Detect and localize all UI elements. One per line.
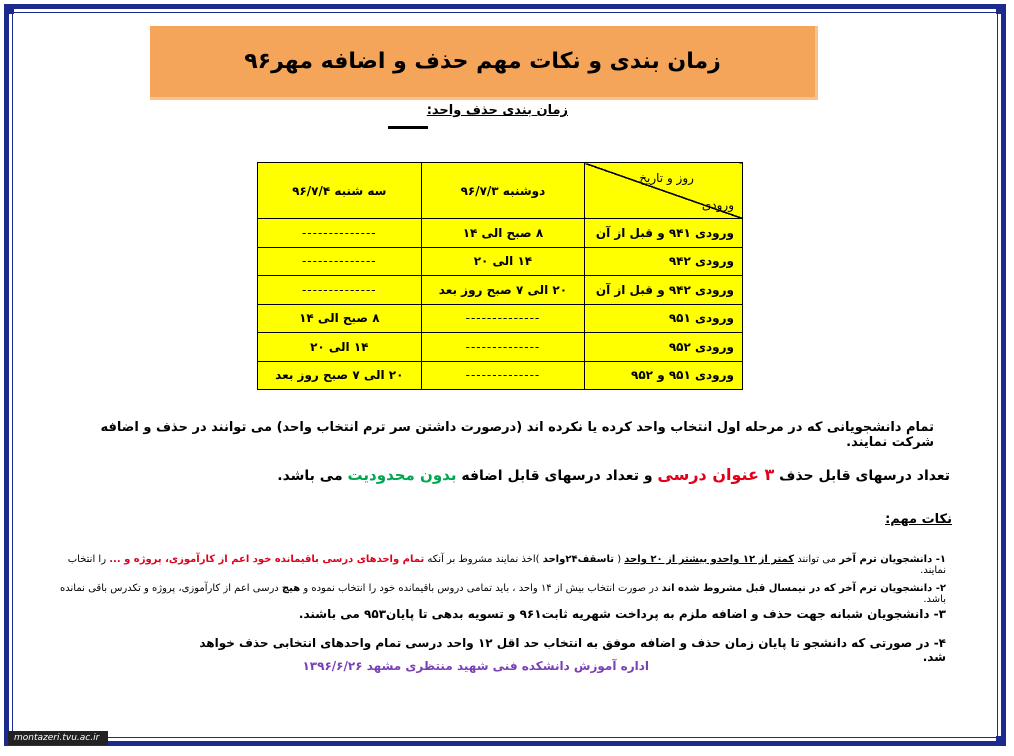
- note-1: [46, 554, 946, 576]
- drop-limit-highlight: ۳ عنوان درسی: [657, 465, 775, 484]
- title-banner: [150, 26, 818, 100]
- eligibility-paragraph: تمام دانشجویانی که در مرحله اول انتخاب واحد کرده یا نکرده اند (درصورت داشتن سر ترم انتخاب واحد) می توانند در حذف و اضافه شرکت نمایند.: [100, 420, 934, 450]
- note-text: کمتر از ۱۲ واحدو بیشتر از ۲۰ واحد: [624, 554, 795, 565]
- corner-ornament: [4, 4, 14, 14]
- row-cell-empty: --------------: [258, 247, 422, 276]
- schedule-table: [257, 162, 743, 390]
- header-day-date: روز و تاریخ: [639, 171, 694, 185]
- note-text: تاسقف۲۴واحد: [542, 554, 615, 565]
- row-cell-monday: ۱۴ الی ۲۰: [421, 247, 585, 276]
- note-text: )اخذ نمایند مشروط بر آنکه: [424, 554, 543, 565]
- note-text: هیچ: [281, 583, 301, 594]
- subtitle-underline-bar: [388, 126, 428, 129]
- note-text: دانشجویان ترم آخر که در نیمسال قبل مشروط شده اند: [661, 583, 933, 594]
- course-count-paragraph: [250, 465, 950, 484]
- row-label: ورودی ۹۵۱: [585, 304, 743, 333]
- row-label: ورودی ۹۵۲: [585, 333, 743, 362]
- table-row: [258, 304, 743, 333]
- row-label: ورودی ۹۴۲ و قبل از آن: [585, 276, 743, 305]
- note-3: ۳- دانشجویان شبانه جهت حذف و اضافه ملزم به پرداخت شهریه ثابت۹۶۱ و تسویه بدهی تا پایان۹۵۳ می باشند.: [298, 607, 946, 621]
- row-cell-monday: ۲۰ الی ۷ صبح روز بعد: [421, 276, 585, 305]
- note-text: دانشجویان ترم آخر: [839, 554, 933, 565]
- add-limit-highlight: بدون محدودیت: [347, 466, 457, 484]
- course-count-text: تعداد درسهای قابل حذف: [774, 468, 950, 484]
- course-count-text: می باشد.: [277, 468, 348, 484]
- corner-ornament: [996, 736, 1006, 746]
- course-count-text: و تعداد درسهای قابل اضافه: [456, 468, 658, 484]
- section-subtitle: زمان بندی حذف واحد:: [426, 103, 568, 118]
- note-text: ۱-: [932, 554, 946, 565]
- note-text: (: [614, 554, 625, 565]
- note-text: می توانند: [794, 554, 840, 565]
- table-row: [258, 276, 743, 305]
- note-4: ۴- در صورتی که دانشجو تا پایان زمان حذف و اضافه موفق به انتخاب حد اقل ۱۲ واحد درسی تمام واحدهای انتخابی حذف خواهد شد.: [199, 636, 946, 664]
- row-cell-tuesday: ۲۰ الی ۷ صبح روز بعد: [258, 361, 422, 390]
- corner-ornament: [996, 4, 1006, 14]
- office-signature: اداره آموزش دانشکده فنی شهید منتظری مشهد ۱۳۹۶/۶/۲۶: [302, 659, 649, 673]
- row-cell-empty: --------------: [421, 304, 585, 333]
- table-row: [258, 361, 743, 390]
- table-row: [258, 219, 743, 248]
- note-text: را انتخاب نمایند.: [67, 554, 946, 576]
- note-text: درسی اعم از کارآموزی، پروژه و تکدرس باقی نمانده باشد.: [60, 583, 946, 605]
- page-title: زمان بندی و نکات مهم حذف و اضافه مهر۹۶: [244, 49, 721, 74]
- notes-heading: نکات مهم:: [885, 512, 952, 527]
- header-col-tuesday: سه شنبه ۹۶/۷/۴: [258, 163, 422, 219]
- row-label: ورودی ۹۴۱ و قبل از آن: [585, 219, 743, 248]
- note-highlight: تمام واحدهای درسی باقیمانده خود اعم از کارآموزی، پروژه و ...: [109, 554, 425, 565]
- table-row: [258, 333, 743, 362]
- row-cell-empty: --------------: [421, 361, 585, 390]
- row-cell-tuesday: ۱۴ الی ۲۰: [258, 333, 422, 362]
- row-cell-empty: --------------: [421, 333, 585, 362]
- row-cell-empty: --------------: [258, 276, 422, 305]
- header-col-monday: دوشنبه ۹۶/۷/۳: [421, 163, 585, 219]
- header-entry: ورودی: [701, 198, 734, 212]
- row-cell-monday: ۸ صبح الی ۱۴: [421, 219, 585, 248]
- header-diagonal-cell: [585, 163, 743, 219]
- site-watermark: montazeri.tvu.ac.ir: [8, 731, 108, 745]
- note-text: در صورت انتخاب بیش از ۱۴ واحد ، باید تمامی دروس باقیمانده خود را انتخاب نموده و: [300, 583, 662, 594]
- row-cell-tuesday: ۸ صبح الی ۱۴: [258, 304, 422, 333]
- row-cell-empty: --------------: [258, 219, 422, 248]
- table-header-row: [258, 163, 743, 219]
- note-text: ۲-: [932, 583, 946, 594]
- row-label: ورودی ۹۴۲: [585, 247, 743, 276]
- row-label: ورودی ۹۵۱ و ۹۵۲: [585, 361, 743, 390]
- table-row: [258, 247, 743, 276]
- note-2: [46, 583, 946, 605]
